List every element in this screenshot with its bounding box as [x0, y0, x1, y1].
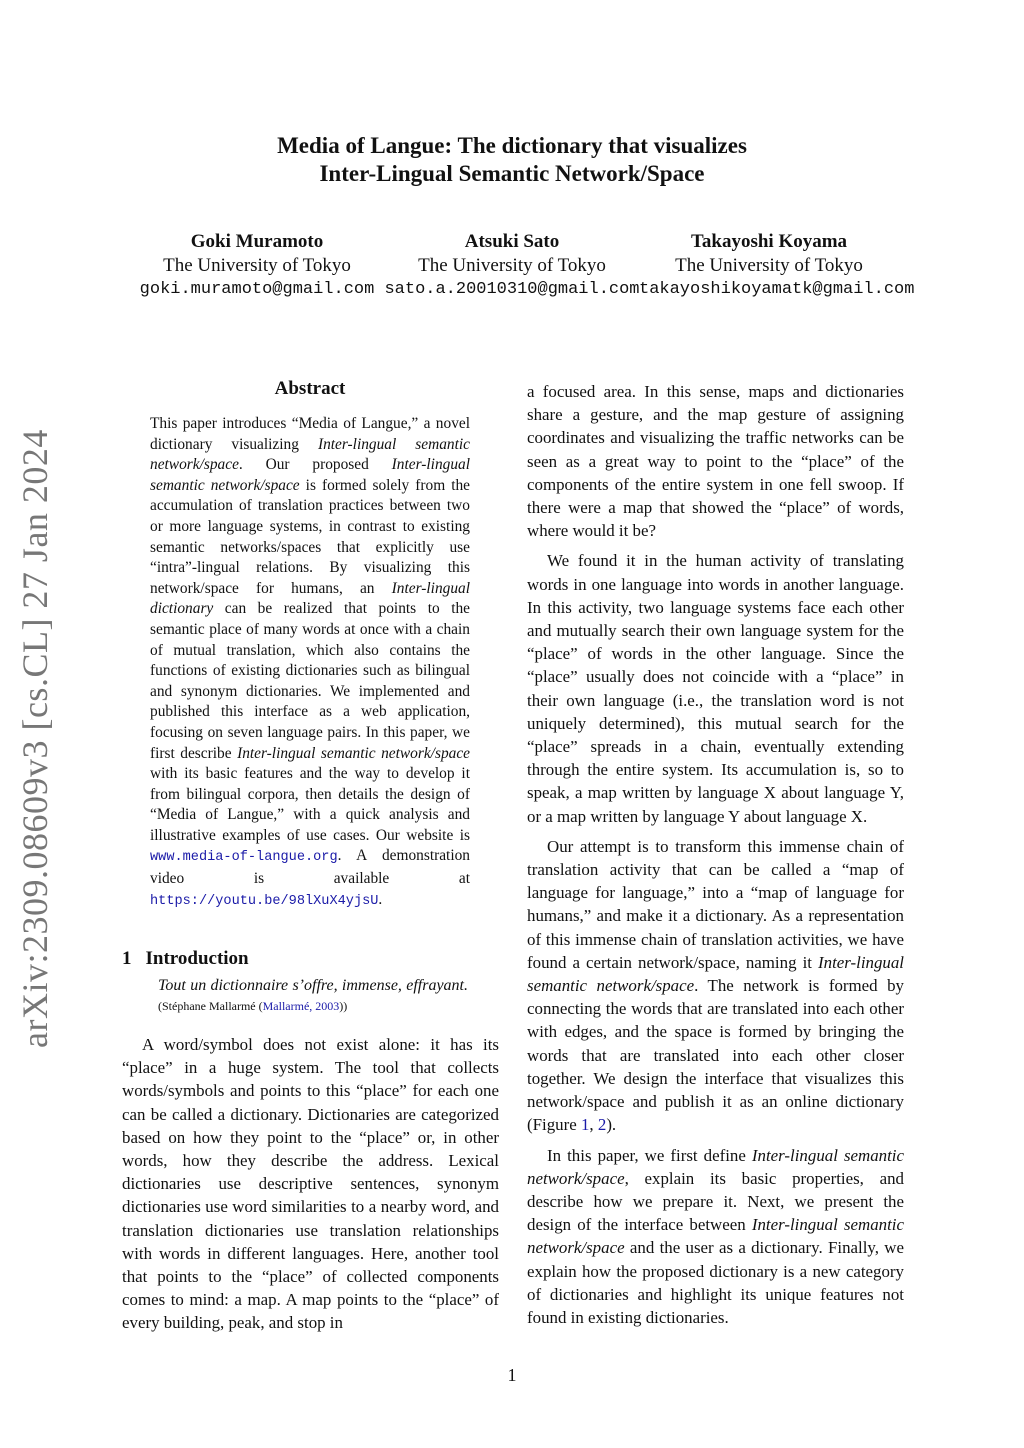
figure-ref-1[interactable]: 1 [580, 1115, 590, 1135]
epigraph-quote: Tout un dictionnaire s’offre, immense, effrayant. [158, 977, 468, 994]
epigraph-citation: (Stéphane Mallarmé (Mallarmé, 2003)) [158, 999, 348, 1013]
paragraph: We found it in the human activity of translating words in one language into words in another language. In this activity, two language systems face each other and mutually search their own language system for the “place” of words in the other language. Since the “place” usually does not coincide with a “place” in their own language (i.e., the translation word is not uniquely determined), this mutual search for the “place” spreads in a chain, eventually extending through the entire system. Its accumulation is, so to speak, a map written by language X about language Y, or a map written by language Y about language X. [527, 551, 904, 826]
paper-title [0, 132, 1024, 188]
author-2 [382, 230, 642, 302]
author-affiliation: The University of Tokyo [675, 255, 863, 276]
section-heading-introduction: 1 Introduction [122, 948, 249, 969]
epigraph [158, 976, 468, 1016]
paragraph: a focused area. In this sense, maps and dictionaries share a gesture, and the map gesture of assigning coordinates and visualizing the traffic networks can be seen as a great way to point to the “place” of the components of the entire system in one fell swoop. If there were a map that showed the “place” of words, where would it be? [527, 382, 904, 541]
page-number: 1 [507, 1365, 517, 1385]
author-name: Goki Muramoto [190, 231, 324, 252]
arxiv-identifier-stamp: arXiv:2309.08609v3 [cs.CL] 27 Jan 2024 [15, 429, 55, 1048]
author-1 [127, 230, 387, 302]
paragraph: Our attempt is to transform this immense chain of translation activity that can be called a “map of language for language,” into a “map of language for humans,” and make it a dictionary. As a representation of this immense chain of translation activities, we have found a certain network/space, naming it Inter-lingual semantic network/space. The network is formed by connecting the words that are translated into each other with edges, and the space is formed by bringing the words that are translated into each other closer together. We design the interface that visualizes this network/space and publish it as an online dictionary (Figure 1, 2). [527, 836, 904, 1135]
author-affiliation: The University of Tokyo [418, 255, 606, 276]
author-email[interactable]: takayoshikoyamatk@gmail.com [639, 280, 915, 299]
author-affiliation: The University of Tokyo [163, 255, 351, 276]
citation-link[interactable]: Mallarmé, 2003 [262, 999, 340, 1013]
title-line-1: Media of Langue: The dictionary that visualizes [277, 133, 747, 158]
author-3 [639, 230, 915, 302]
author-name: Atsuki Sato [464, 231, 560, 252]
left-column-body [122, 1033, 499, 1335]
right-column-body [527, 380, 904, 1329]
author-email[interactable]: goki.muramoto@gmail.com [139, 280, 375, 299]
figure-ref-2[interactable]: 2 [597, 1115, 607, 1135]
video-link[interactable]: https://youtu.be/98lXuX4yjsU [150, 893, 379, 909]
abstract-heading: Abstract [274, 378, 346, 399]
abstract-body: This paper introduces “Media of Langue,” a novel dictionary visualizing Inter-lingual semantic network/space. Our proposed Inter-lingual semantic network/space is formed solely from the accumulation of translation practices between two or more language systems, in contrast to existing semantic networks/spaces that explicitly use “intra”-lingual relations. By visualizing this network/space for humans, an Inter-lingual dictionary can be realized that points to the semantic place of many words at once with a chain of mutual translation, which also contains the functions of existing dictionaries such as bilingual and synonym dictionaries. We implemented and published this interface as a web application, focusing on seven language pairs. In this paper, we first describe Inter-lingual semantic network/space with its basic features and the way to develop it from bilingual corpora, then details the design of “Media of Langue,” with a quick analysis and illustrative examples of use cases. Our website is www.media-of-langue.org. A demonstration video is available at https://youtu.be/98lXuX4yjsU. [150, 415, 471, 909]
paragraph: A word/symbol does not exist alone: it has its “place” in a huge system. The tool that collects words/symbols and points to this “place” for each one can be called a dictionary. Dictionaries are categorized based on how they point to the “place” or, in other words, how they describe the address. Lexical dictionaries use descriptive sentences, synonym dictionaries use word similarities to a nearby word, and translation dictionaries use translation relationships with words in different languages. Here, another tool that points to the “place” of collected components comes to mind: a map. A map points to the “place” of every building, peak, and stop in [122, 1035, 499, 1333]
title-line-2: Inter-Lingual Semantic Network/Space [319, 161, 705, 186]
paragraph: In this paper, we first define Inter-lingual semantic network/space, explain its basic properties, and describe how we prepare it. Next, we present the design of the interface between Inter-lingual semantic network/space and the user as a dictionary. Finally, we explain how the proposed dictionary is a new category of dictionaries and highlight its unique features not found in existing dictionaries. [527, 1145, 904, 1327]
website-link[interactable]: www.media-of-langue.org [150, 850, 338, 866]
author-email[interactable]: sato.a.20010310@gmail.com [384, 280, 640, 299]
author-name: Takayoshi Koyama [690, 231, 848, 252]
